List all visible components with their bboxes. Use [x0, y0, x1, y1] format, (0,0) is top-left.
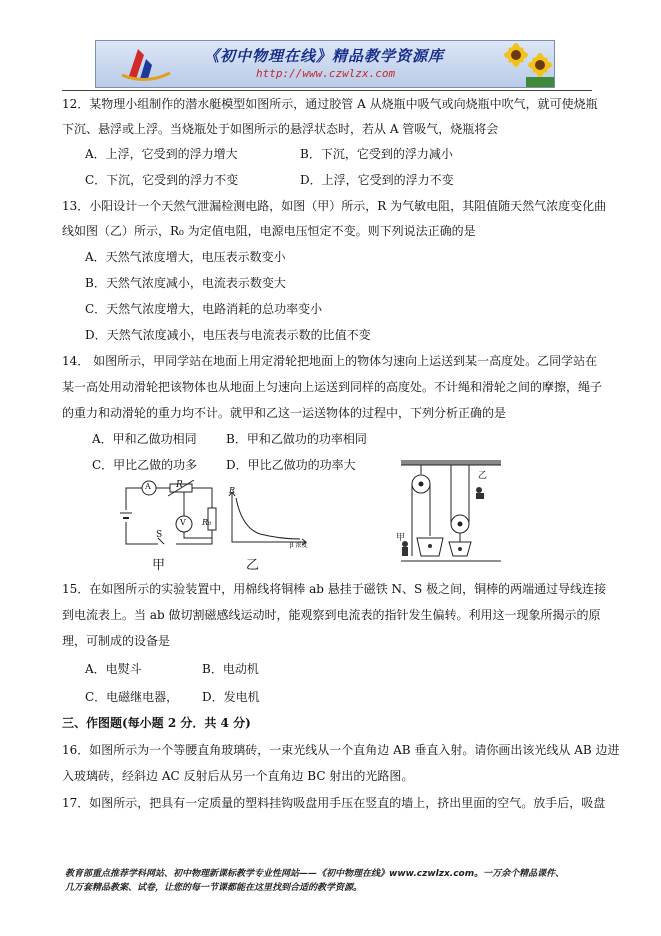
- q12-stem-line2: 下沉、悬浮或上浮。当烧瓶处于如图所示的悬浮状态时，若从 A 管吸气，烧瓶将会: [62, 122, 499, 136]
- q14-stem-line3: 的重力和动滑轮的重力均不计。就甲和乙这一运送物体的过程中，下列分析正确的是: [62, 406, 507, 420]
- q14-stem-line2: 某一高处用动滑轮把该物体也从地面上匀速向上运送到同样的高度处。不计绳和滑轮之间的摩擦，绳子: [62, 380, 603, 394]
- sunflower-icon: [496, 41, 554, 87]
- pulley-label-jia: 甲: [396, 533, 406, 543]
- q15-option-b: B．电动机: [202, 662, 259, 676]
- r-label: R: [176, 480, 183, 490]
- header-rule: [62, 90, 592, 91]
- q14-option-b: B．甲和乙做功的功率相同: [226, 432, 367, 446]
- q12-stem-line1: 12．某物理小组制作的潜水艇模型如图所示，通过胶管 A 从烧瓶中吸气或向烧瓶中吹气，就可使烧瓶: [62, 97, 598, 111]
- q15-option-d: D．发电机: [202, 690, 260, 704]
- q13-stem-line2: 线如图（乙）所示，R₀ 为定值电阻，电源电压恒定不变。则下列说法正确的是: [62, 224, 476, 238]
- q12-option-b: B．下沉，它受到的浮力减小: [300, 147, 453, 161]
- q14-option-c: C．甲比乙做的功多: [92, 458, 198, 472]
- pulley-label-yi: 乙: [478, 471, 488, 481]
- q14-stem-line1: 14． 如图所示，甲同学站在地面上用定滑轮把地面上的物体匀速向上运送到某一高度处。乙同学站在: [62, 354, 598, 368]
- q15-option-c: C．电磁继电器，: [85, 690, 179, 704]
- q17-stem-line1: 17．如图所示，把具有一定质量的塑料挂钩吸盘用手压在竖直的墙上，挤出里面的空气。放手后，吸盘: [62, 796, 606, 810]
- q15-stem-line1: 15．在如图所示的实验装置中，用棉线将铜棒 ab 悬挂于磁铁 N、S 极之间，铜棒的两端通过导线连接: [62, 582, 607, 596]
- figure-label-yi: 乙: [246, 558, 260, 573]
- q13-option-a: A．天然气浓度增大，电压表示数变小: [85, 250, 286, 264]
- section3-title: 三、作图题(每小题 2 分．共 4 分): [62, 716, 251, 730]
- graph-y-label: R: [229, 486, 236, 495]
- header-banner: [95, 40, 555, 88]
- q15-stem-line3: 理，可制成的设备是: [62, 634, 171, 648]
- voltmeter-label: V: [180, 518, 186, 527]
- q15-stem-line2: 到电流表上。当 ab 做切割磁感线运动时，能观察到电流表的指针发生偏转。利用这一现象所揭示的原: [62, 608, 601, 622]
- q15-option-a: A．电熨斗: [85, 662, 142, 676]
- q13-option-d: D．天然气浓度减小，电压表与电流表示数的比值不变: [85, 328, 371, 342]
- q13-stem-line1: 13．小阳设计一个天然气泄漏检测电路，如图（甲）所示，R 为气敏电阻，其阻值随天然气浓度变化曲: [62, 199, 607, 213]
- site-logo-icon: [116, 45, 176, 83]
- q12-option-a: A．上浮，它受到的浮力增大: [85, 147, 238, 161]
- graph-x-label: β 浓度: [290, 542, 308, 549]
- ammeter-label: A: [145, 482, 151, 491]
- q14-option-d: D．甲比乙做功的功率大: [226, 458, 356, 472]
- figure-label-jia: 甲: [152, 558, 166, 573]
- banner-title: 《初中物理在线》精品教学资源库: [204, 47, 445, 65]
- circuit-diagram-jia: [118, 480, 223, 552]
- q16-stem-line2: 入玻璃砖，经斜边 AC 反射后从另一个直角边 BC 射出的光路图。: [62, 769, 414, 783]
- pulley-diagram: [393, 460, 505, 566]
- footer-line1: 教育部重点推荐学科网站、初中物理新课标教学专业性网站——《初中物理在线》www.czwlzx.com。一万余个精品课件、: [65, 869, 565, 879]
- footer-line2: 几万套精品教案、试卷，让您的每一节课都能在这里找到合适的教学资源。: [65, 883, 363, 893]
- q16-stem-line1: 16．如图所示为一个等腰直角玻璃砖，一束光线从一个直角边 AB 垂直入射。请你画出该光线从 AB 边进: [62, 743, 620, 757]
- q12-option-c: C．下沉，它受到的浮力不变: [85, 173, 239, 187]
- q13-option-c: C．天然气浓度增大，电路消耗的总功率变小: [85, 302, 323, 316]
- switch-label: S: [156, 530, 163, 540]
- q12-option-d: D．上浮，它受到的浮力不变: [300, 173, 454, 187]
- q13-option-b: B．天然气浓度减小，电流表示数变大: [85, 276, 286, 290]
- r0-label: R₀: [202, 518, 212, 527]
- banner-url[interactable]: http://www.czwlzx.com: [256, 67, 396, 80]
- q14-option-a: A．甲和乙做功相同: [92, 432, 197, 446]
